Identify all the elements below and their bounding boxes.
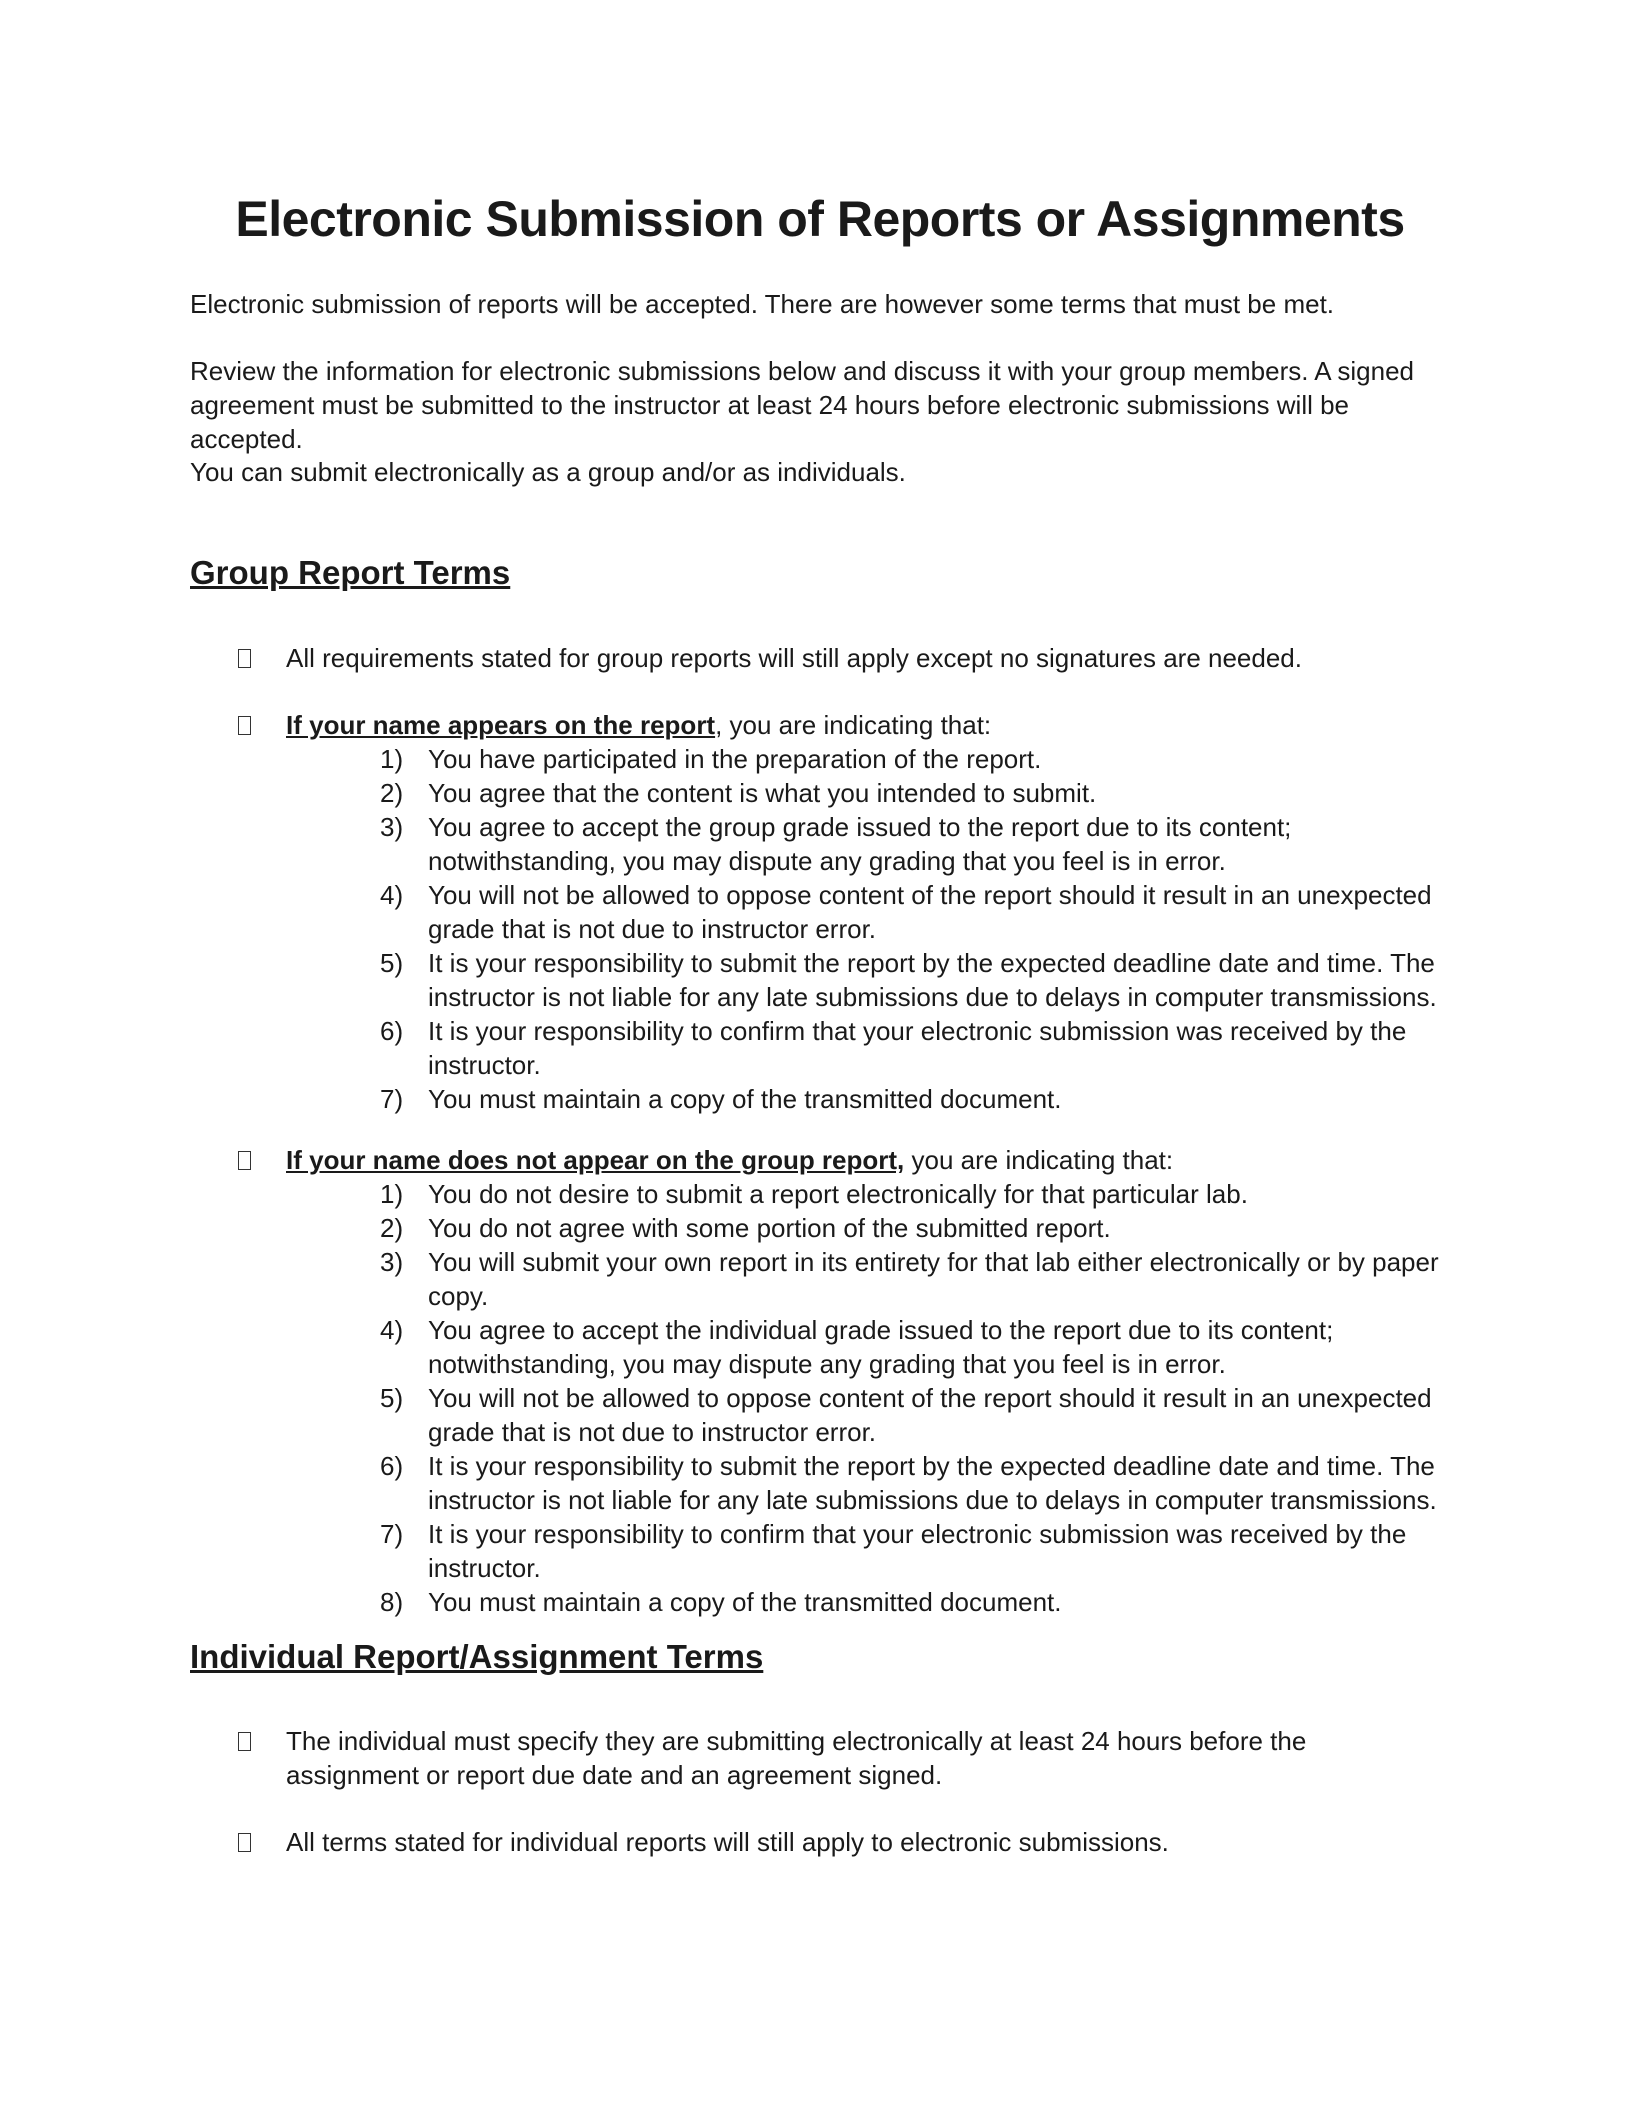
list-item-number: 7) xyxy=(380,1519,404,1549)
list-item-text: You will submit your own report in its entirety for that lab either electronically or by paper copy. xyxy=(428,1247,1439,1311)
list-item-number: 8) xyxy=(380,1587,404,1617)
list-item xyxy=(380,1585,1460,1619)
checkbox-icon xyxy=(238,716,251,735)
list-item xyxy=(380,1177,1460,1211)
list-item-text: You do not agree with some portion of the submitted report. xyxy=(428,1213,1111,1243)
list-item-text: You will not be allowed to oppose content of the report should it result in an unexpected grade that is not due to instructor error. xyxy=(428,1383,1432,1447)
individual-terms-heading: Individual Report/Assignment Terms xyxy=(190,1638,764,1675)
list-item xyxy=(380,1082,1460,1116)
list-item xyxy=(380,776,1460,810)
checkbox-icon xyxy=(238,1151,251,1170)
list-item-text: You have participated in the preparation of the report. xyxy=(428,744,1042,774)
list-item-number: 1) xyxy=(380,1179,404,1209)
intro-paragraph-1: Electronic submission of reports will be accepted. There are however some terms that must be met. xyxy=(190,289,1335,319)
list-item-number: 2) xyxy=(380,1213,404,1243)
list-item-number: 3) xyxy=(380,812,404,842)
list-item-number: 1) xyxy=(380,744,404,774)
checkbox-icon xyxy=(238,1833,251,1852)
list-item xyxy=(380,810,1460,878)
checkbox-icon xyxy=(238,1732,251,1751)
list-item-text: You must maintain a copy of the transmitted document. xyxy=(428,1587,1062,1617)
list-item-number: 4) xyxy=(380,1315,404,1345)
bullet-tail: you are indicating that: xyxy=(904,1145,1174,1175)
list-item-text: It is your responsibility to submit the report by the expected deadline date and time. The instructor is not liable for any late submissions due to delays in computer transmissions. xyxy=(428,948,1437,1012)
list-item xyxy=(380,1313,1460,1381)
list-item-text: You must maintain a copy of the transmitted document. xyxy=(428,1084,1062,1114)
list-item xyxy=(380,878,1460,946)
list-item xyxy=(380,1449,1460,1517)
list-item-text: You agree to accept the individual grade issued to the report due to its content; notwithstanding, you may dispute any grading that you feel is in error. xyxy=(428,1315,1334,1379)
list-item xyxy=(380,1517,1460,1585)
list-item-text: You do not desire to submit a report electronically for that particular lab. xyxy=(428,1179,1248,1209)
list-item-number: 2) xyxy=(380,778,404,808)
list-item-text: It is your responsibility to confirm that your electronic submission was received by the instructor. xyxy=(428,1519,1407,1583)
bullet-lead: If your name does not appear on the group report, xyxy=(286,1145,905,1175)
list-item-number: 5) xyxy=(380,948,404,978)
list-item-number: 5) xyxy=(380,1383,404,1413)
list-item xyxy=(380,1211,1460,1245)
list-item xyxy=(380,946,1460,1014)
list-item-text: You agree that the content is what you intended to submit. xyxy=(428,778,1097,808)
bullet-tail: , you are indicating that: xyxy=(715,710,992,740)
bullet-text: The individual must specify they are submitting electronically at least 24 hours before the assignment or report due date and an agreement signed. xyxy=(286,1726,1307,1790)
list-item-number: 4) xyxy=(380,880,404,910)
list-item xyxy=(380,1381,1460,1449)
list-item xyxy=(380,1014,1460,1082)
list-item-text: You will not be allowed to oppose content of the report should it result in an unexpected grade that is not due to instructor error. xyxy=(428,880,1432,944)
list-item-text: You agree to accept the group grade issued to the report due to its content; notwithstanding, you may dispute any grading that you feel is in error. xyxy=(428,812,1292,876)
list-item-text: It is your responsibility to confirm that your electronic submission was received by the instructor. xyxy=(428,1016,1407,1080)
intro-paragraph-2: Review the information for electronic submissions below and discuss it with your group members. A signed agreement must be submitted to the instructor at least 24 hours before electronic submissions will be accepted. xyxy=(190,356,1415,454)
bullet-lead: If your name appears on the report xyxy=(286,710,716,740)
list-item xyxy=(380,1245,1460,1313)
list-item-number: 7) xyxy=(380,1084,404,1114)
list-item-text: It is your responsibility to submit the report by the expected deadline date and time. The instructor is not liable for any late submissions due to delays in computer transmissions. xyxy=(428,1451,1437,1515)
intro-paragraph-3: You can submit electronically as a group and/or as individuals. xyxy=(190,457,906,487)
group-terms-heading: Group Report Terms xyxy=(190,554,511,591)
bullet-text: All requirements stated for group reports will still apply except no signatures are needed. xyxy=(286,643,1302,673)
list-item xyxy=(380,742,1460,776)
list-item-number: 6) xyxy=(380,1016,404,1046)
appears-on-report-list xyxy=(380,742,1460,1116)
list-item-number: 6) xyxy=(380,1451,404,1481)
checkbox-icon xyxy=(238,649,251,668)
list-item-number: 3) xyxy=(380,1247,404,1277)
not-on-report-list xyxy=(380,1177,1460,1619)
page-title: Electronic Submission of Reports or Assignments xyxy=(235,191,1405,247)
bullet-text: All terms stated for individual reports will still apply to electronic submissions. xyxy=(286,1827,1169,1857)
